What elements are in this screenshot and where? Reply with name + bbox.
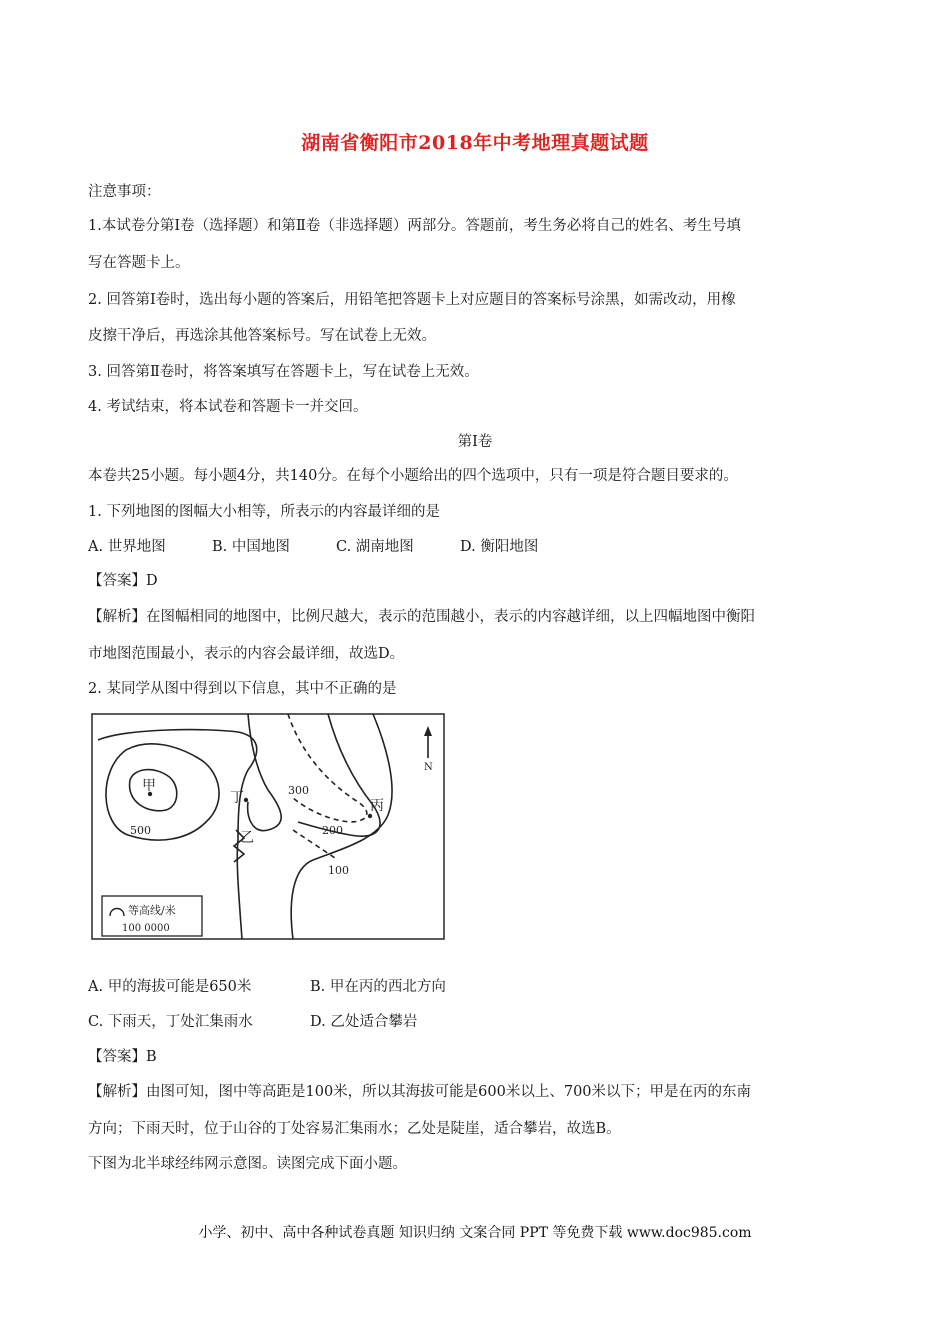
q2-analysis-2: 方向；下雨天时，位于山谷的丁处容易汇集雨水；乙处是陡崖，适合攀岩，故选B。 <box>88 1121 621 1137</box>
bing-point <box>368 814 372 818</box>
q1-stem: 1. 下列地图的图幅大小相等，所表示的内容最详细的是 <box>88 504 440 520</box>
q1-answer: 【答案】D <box>88 573 158 589</box>
q2-option-c: C. 下雨天，丁处汇集雨水 <box>88 1014 253 1030</box>
q1-option-b: B. 中国地图 <box>212 539 290 555</box>
section-intro: 本卷共25小题。每小题4分，共140分。在每个小题给出的四个选项中，只有一项是符合题目要求的。 <box>88 468 738 484</box>
page-footer: 小学、初中、高中各种试卷真题 知识归纳 文案合同 PPT 等免费下载 www.doc985.com <box>198 1225 752 1241</box>
q2-options-row1 <box>88 977 446 997</box>
q2-option-d: D. 乙处适合攀岩 <box>310 1014 418 1030</box>
q2-option-a: A. 甲的海拔可能是650米 <box>88 979 252 995</box>
q2-option-b: B. 甲在丙的西北方向 <box>310 979 446 995</box>
q1-option-c: C. 湖南地图 <box>336 539 414 555</box>
q2-stem: 2. 某同学从图中得到以下信息，其中不正确的是 <box>88 681 397 697</box>
document-title: 湖南省衡阳市2018年中考地理真题试题 <box>301 132 649 154</box>
label-100: 100 <box>328 864 349 877</box>
ding-point <box>244 798 248 802</box>
label-300: 300 <box>288 784 309 797</box>
section-heading: 第Ⅰ卷 <box>457 434 493 450</box>
label-ding: 丁 <box>230 790 244 806</box>
legend-scale: 100 0000 <box>122 923 170 934</box>
notice-line-2: 写在答题卡上。 <box>88 255 190 271</box>
label-bing: 丙 <box>370 798 384 814</box>
notice-line-5: 3. 回答第Ⅱ卷时，将答案填写在答题卡上，写在试卷上无效。 <box>88 364 479 380</box>
q2-analysis-1: 【解析】由图可知，图中等高距是100米，所以其海拔可能是600米以上、700米以下；甲是在丙的东南 <box>88 1084 752 1100</box>
notice-line-6: 4. 考试结束，将本试卷和答题卡一并交回。 <box>88 399 368 415</box>
next-section-intro: 下图为北半球经纬网示意图。读图完成下面小题。 <box>88 1156 407 1172</box>
legend-label: 等高线/米 <box>128 904 176 917</box>
q1-analysis-1: 【解析】在图幅相同的地图中，比例尺越大，表示的范围越小，表示的内容越详细，以上四幅地图中衡阳 <box>88 609 755 625</box>
q2-options-row2 <box>88 1012 417 1032</box>
notice-line-3: 2. 回答第Ⅰ卷时，选出每小题的答案后，用铅笔把答题卡上对应题目的答案标号涂黑，如需改动，用橡 <box>88 292 736 308</box>
label-500: 500 <box>130 824 151 837</box>
label-jia: 甲 <box>142 778 156 794</box>
label-200: 200 <box>322 824 343 837</box>
notice-line-4: 皮擦干净后，再选涂其他答案标号。写在试卷上无效。 <box>88 328 436 344</box>
q2-answer: 【答案】B <box>88 1049 157 1065</box>
label-yi: 乙 <box>240 830 254 846</box>
q1-options <box>88 537 538 557</box>
notice-line-1: 1.本试卷分第Ⅰ卷（选择题）和第Ⅱ卷（非选择题）两部分。答题前，考生务必将自己的姓名、考生号填 <box>88 218 741 234</box>
contour-map <box>88 710 448 943</box>
notice-heading: 注意事项： <box>88 184 161 200</box>
q1-analysis-2: 市地图范围最小，表示的内容会最详细，故选D。 <box>88 646 405 662</box>
label-north: N <box>424 762 433 773</box>
q1-option-a: A. 世界地图 <box>88 539 166 555</box>
q1-option-d: D. 衡阳地图 <box>460 539 539 555</box>
